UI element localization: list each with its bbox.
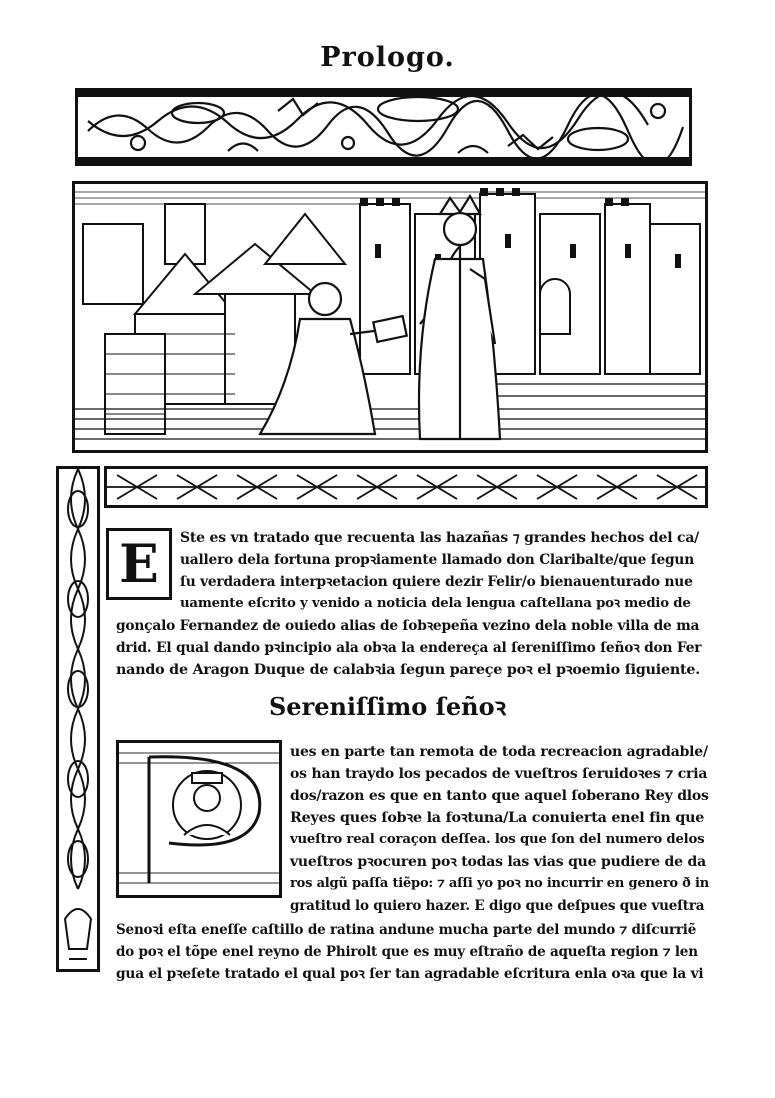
page-title: Prologo.: [320, 42, 455, 73]
prologue-line: uamente eſcrito y venido a noticia dela lengua caſtellana poꝛ medio de: [180, 596, 691, 611]
section-heading: Sereniſſimo ſeñoꝛ: [268, 692, 507, 721]
dedication-line: vueſtros pꝛocuren poꝛ todas las vias que pudiere de da: [290, 854, 706, 870]
prologue-line: drid. El qual dando pꝛincipio ala obꝛa la endereça al ſereniſſimo ſeñoꝛ don Fer: [116, 640, 702, 656]
dedication-line: Senoꝛi eſta eneſſe caſtillo de ratina andune mucha parte del mundo ⁊ diſcurriẽ: [116, 922, 697, 938]
dedication-line: vueſtro real coraçon deſſea. los que ſon del numero delos: [290, 832, 705, 847]
dedication-line: gratitud lo quiero hazer. E digo que deſpues que vueſtra: [290, 898, 705, 914]
dedication-line: gua el pꝛeſete tratado el qual poꝛ ſer tan agradable eſcritura enla oꝛa que la vi: [116, 966, 704, 982]
dedication-line: dos/razon es que en tanto que aquel ſoberano Rey dlos: [290, 788, 709, 804]
dedication-line: Reyes ques ſobꝛe la foꝛtuna/La conuierta enel fin que: [290, 810, 705, 826]
foliage-ornament-icon: [78, 91, 689, 163]
prologue-line: Ste es vn tratado que recuenta las hazañas ⁊ grandes hechos del ca/: [180, 530, 700, 546]
woodcut-illustration: [72, 181, 708, 453]
prologue-line: gonçalo Fernandez de ouiedo alias de ſobꝛepeña vezino dela noble villa de ma: [116, 618, 700, 634]
woodcut-scene-icon: [75, 184, 705, 450]
dedication-line: ues en parte tan remota de toda recreacion agradable/: [290, 744, 708, 760]
top-ornamental-border: [75, 88, 692, 166]
dedication-initial-letter: [119, 743, 279, 895]
dedication-line: ros algũ paſſa tiẽpo: ⁊ aſſi yo poꝛ no incurrir en genero ð in: [290, 876, 709, 891]
prologue-line: ſu verdadera interpꝛetacion quiere dezir Felir/o bienauenturado nue: [180, 574, 693, 590]
leaf-pattern-icon: [107, 469, 705, 505]
prologue-initial: [106, 528, 172, 600]
prologue-line: uallero dela fortuna propꝛiamente llamado don Claribalte/que ſegun: [180, 552, 695, 568]
prologue-initial-letter: E: [119, 533, 159, 595]
prologue-line: nando de Aragon Duque de calabꝛia ſegun pareçe poꝛ el pꝛoemio ſiguiente.: [116, 662, 701, 678]
dedication-line: os han traydo los pecados de vueſtros ſeruidoꝛes ⁊ cria: [290, 766, 708, 782]
middle-ornamental-border: [104, 466, 708, 508]
dedication-line: do poꝛ el tõpe enel reyno de Phirolt que es muy eſtraño de aqueſta region ⁊ len: [116, 944, 698, 960]
dedication-initial: [116, 740, 282, 898]
